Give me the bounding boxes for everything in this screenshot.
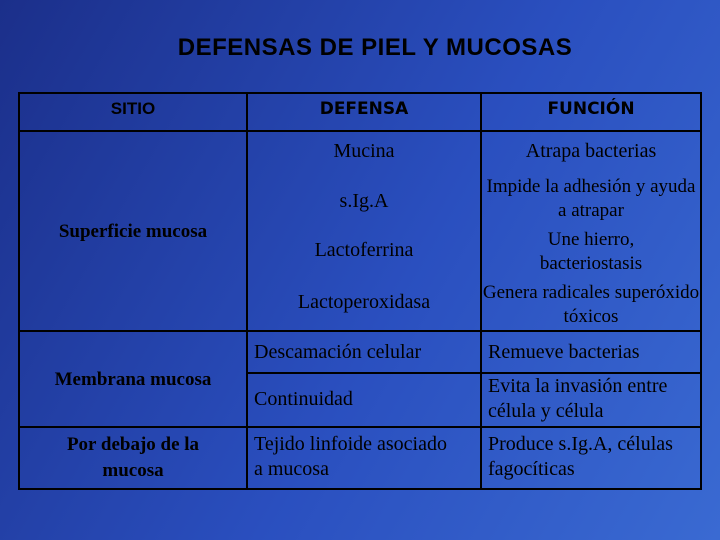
site-superficie-label: Superficie mucosa <box>58 221 208 242</box>
row-divider-mid <box>246 330 702 332</box>
funcion-tejido: Produce s.Ig.A, células fagocíticas <box>488 433 673 480</box>
funcion-siga: Impide la adhesión y ayuda a atrapar <box>486 176 696 221</box>
funcion-lactoferrina: Une hierro, bacteriostasis <box>539 229 643 274</box>
defensa-siga: s.Ig.A <box>339 190 389 212</box>
defensa-lactoperoxidasa: Lactoperoxidasa <box>297 291 431 313</box>
defensa-mucina: Mucina <box>333 140 395 162</box>
site-membrana-label: Membrana mucosa <box>54 369 212 390</box>
header-divider <box>246 130 702 132</box>
row-divider-tejido <box>246 426 702 428</box>
defensa-tejido: Tejido linfoide asociado a mucosa <box>254 433 447 480</box>
funcion-continuidad: Evita la invasión entre célula y célula <box>488 375 668 422</box>
funcion-lactoperoxidasa: Genera radicales superóxido tóxicos <box>482 282 700 327</box>
defensa-descamacion: Descamación celular <box>254 341 422 363</box>
header-funcion: FUNCIÓN <box>547 99 635 119</box>
defensa-lactoferrina: Lactoferrina <box>314 239 414 261</box>
header-defensa: DEFENSA <box>319 99 409 119</box>
site-debajo-label: Por debajo de la mucosa <box>66 434 200 481</box>
header-sitio: SITIO <box>110 99 156 118</box>
defensa-continuidad: Continuidad <box>254 388 353 410</box>
funcion-descamacion: Remueve bacterias <box>488 341 640 363</box>
funcion-mucina: Atrapa bacterias <box>525 140 657 162</box>
page-title: DEFENSAS DE PIEL Y MUCOSAS <box>177 34 573 61</box>
